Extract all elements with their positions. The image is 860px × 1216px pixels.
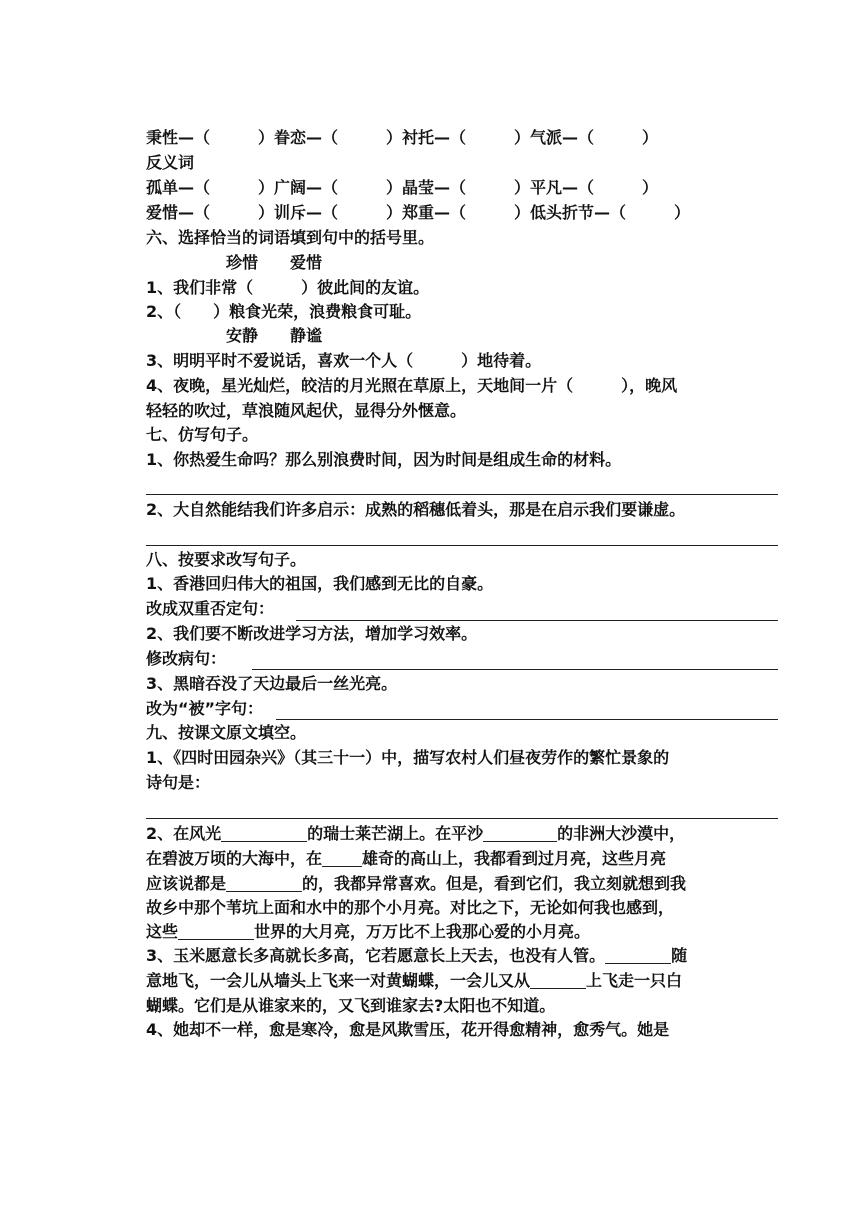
section-9-question-2-line-3: 应该说都是 的，我都异常喜欢。但是，看到它们，我立刻就想到我 (146, 874, 687, 893)
antonym-heading: 反义词 (146, 153, 195, 172)
answer-line-7-1[interactable] (146, 494, 778, 495)
section-8-question-3: 3、黑暗吞没了天边最后一丝光亮。 (146, 674, 398, 693)
section-8-question-1-label: 改成双重否定句： (146, 599, 275, 618)
section-6-heading: 六、选择恰当的词语填到句中的括号里。 (146, 228, 435, 247)
fill-blank[interactable] (226, 875, 302, 892)
section-9-question-2-line-2: 在碧波万顷的大海中，在 雄奇的高山上，我都看到过月亮，这些月亮 (146, 849, 667, 868)
section-9-question-1-line-2: 诗句是： (146, 773, 211, 792)
antonym-row-1: 孤单—（ ）广阔—（ ）晶莹—（ ）平凡—（ ） (146, 178, 659, 197)
section-8-question-2-label: 修改病句： (146, 649, 227, 668)
section-9-question-2-line-4: 故乡中那个苇坑上面和水中的那个小月亮。对比之下，无论如何我也感到， (146, 898, 675, 917)
section-6-question-1: 1、我们非常（ ）彼此间的友谊。 (146, 278, 430, 297)
fill-blank[interactable] (483, 825, 557, 842)
fill-blank[interactable] (322, 850, 362, 867)
section-6-question-4-line-2: 轻轻的吹过，草浪随风起伏，显得分外惬意。 (146, 401, 467, 420)
synonym-row-2: 秉性—（ ）眷恋—（ ）衬托—（ ）气派—（ ） (146, 128, 659, 147)
section-9-question-2-line-1: 2、在风光 的瑞士莱芒湖上。在平沙 的非洲大沙漠中， (146, 824, 686, 843)
answer-line-8-2[interactable] (252, 669, 778, 670)
section-9-question-4-line-1: 4、她却不一样，愈是寒冷，愈是风欺雪压，花开得愈精神，愈秀气。她是 (146, 1020, 670, 1039)
answer-line-7-2[interactable] (146, 545, 778, 546)
antonym-row-2: 爱惜—（ ）训斥—（ ）郑重—（ ）低头折节—（ ） (146, 203, 691, 222)
section-7-question-2: 2、大自然能结我们许多启示：成熟的稻穗低着头，那是在启示我们要谦虚。 (146, 500, 686, 519)
section-9-question-3-line-1: 3、玉米愿意长多高就长多高，它若愿意长上天去，也没有人管。 随 (146, 946, 688, 965)
section-7-heading: 七、仿写句子。 (146, 425, 259, 444)
section-8-question-3-label: 改为“被”字句： (146, 699, 264, 718)
section-6-question-3: 3、明明平时不爱说话，喜欢一个人（ ）地待着。 (146, 351, 542, 370)
section-9-question-2-line-5: 这些 世界的大月亮，万万比不上我那心爱的小月亮。 (146, 922, 591, 941)
section-6-question-2: 2、（ ）粮食光荣，浪费粮食可耻。 (146, 302, 422, 321)
section-9-question-1-line-1: 1、《四时田园杂兴》（其三十一）中，描写农村人们昼夜劳作的繁忙景象的 (146, 748, 670, 767)
fill-blank[interactable] (605, 947, 671, 964)
section-6-word-choices-1: 珍惜 爱惜 (226, 253, 323, 272)
answer-line-8-1[interactable] (296, 620, 778, 621)
section-8-heading: 八、按要求改写句子。 (146, 550, 307, 569)
fill-blank[interactable] (178, 923, 254, 940)
section-6-word-choices-2: 安静 静谧 (226, 326, 323, 345)
section-9-question-3-line-2: 意地飞，一会儿从墙头上飞来一对黄蝴蝶，一会儿又从 上飞走一只白 (146, 971, 683, 990)
answer-line-9-1[interactable] (146, 818, 778, 819)
fill-blank[interactable] (530, 972, 586, 989)
section-8-question-2: 2、我们要不断改进学习方法，增加学习效率。 (146, 624, 478, 643)
section-8-question-1: 1、香港回归伟大的祖国，我们感到无比的自豪。 (146, 574, 494, 593)
section-6-question-4-line-1: 4、夜晚，星光灿烂，皎洁的月光照在草原上，天地间一片（ ），晚风 (146, 376, 678, 395)
section-9-question-3-line-3: 蝴蝶。它们是从谁家来的，又飞到谁家去?太阳也不知道。 (146, 996, 556, 1015)
section-9-heading: 九、按课文原文填空。 (146, 723, 307, 742)
section-7-question-1: 1、你热爱生命吗？那么别浪费时间，因为时间是组成生命的材料。 (146, 450, 622, 469)
answer-line-8-3[interactable] (276, 719, 778, 720)
fill-blank[interactable] (221, 825, 307, 842)
